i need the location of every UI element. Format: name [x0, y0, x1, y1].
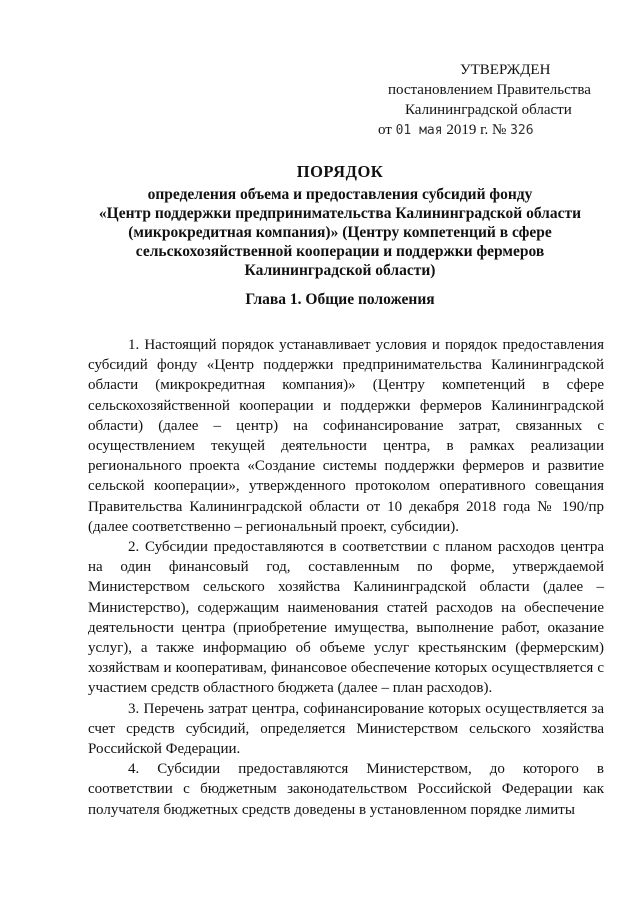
chapter-heading: Глава 1. Общие положения [245, 291, 435, 308]
title-line-4: сельскохозяйственной кооперации и поддержки фермеров [135, 243, 545, 260]
approval-date-prefix: от [378, 122, 392, 138]
approval-title: УТВЕРЖДЕН [460, 62, 551, 78]
paragraph-1: 1. Настоящий порядок устанавливает условия и порядок предоставления субсидий фонду «Центр поддержки предпринимательства Калининградской области (микрокредитная компания)» (Центру компетенций в сфере сельскохозяйственной кооперации и поддержки фермеров Калининградской области) (далее – центр) на софинансирование затрат, связанных с осуществлением текущей деятельности центра, в рамках реализации регионального проекта «Создание системы поддержки фермеров и развитие сельской кооперации», утвержденного протоколом оперативного совещания Правительства Калининградской области от 10 декабря 2018 года № 190/пр (далее соответственно – региональный проект, субсидии). [88, 337, 604, 535]
title-line-2: «Центр поддержки предпринимательства Калининградской области [98, 205, 582, 222]
approval-line-region: Калининградской области [405, 102, 572, 118]
title-line-3: (микрокредитная компания)» (Центру компетенций в сфере [128, 224, 552, 241]
title-main: ПОРЯДОК [296, 162, 384, 181]
paragraph-3: 3. Перечень затрат центра, софинансирование которых осуществляется за счет средств субсидий, определяется Министерством сельского хозяйства Российской Федерации. [88, 700, 604, 758]
document-title [60, 162, 620, 280]
approval-line-government: постановлением Правительства [388, 82, 591, 98]
title-line-1: определения объема и предоставления субсидий фонду [147, 186, 533, 203]
approval-date-year: 2019 г. № [446, 122, 507, 138]
approval-date-line [378, 120, 614, 141]
approval-number: 326 [510, 123, 534, 138]
document-body [88, 335, 604, 820]
title-line-5: Калининградской области) [244, 262, 436, 279]
paragraph-4: 4. Субсидии предоставляются Министерством, до которого в соответствии с бюджетным законодательством Российской Федерации как получателя бюджетных средств доведены в установленном порядке лимиты [88, 761, 604, 818]
approval-block [378, 60, 614, 141]
paragraph-2: 2. Субсидии предоставляются в соответствии с планом расходов центра на один финансовый год, составленным по форме, утверждаемой Министерством сельского хозяйства Калининградской области (далее – Министерство), содержащим наименования статей расходов на обеспечение деятельности центра (приобретение имущества, выполнение работ, оказание услуг), а также информацию об объеме услуг крестьянским (фермерским) хозяйствам и кооперативам, финансовое обеспечение которых осуществляется с участием средств областного бюджета (далее – план расходов). [88, 539, 604, 697]
approval-date-day-month: 01 мая [395, 123, 443, 138]
